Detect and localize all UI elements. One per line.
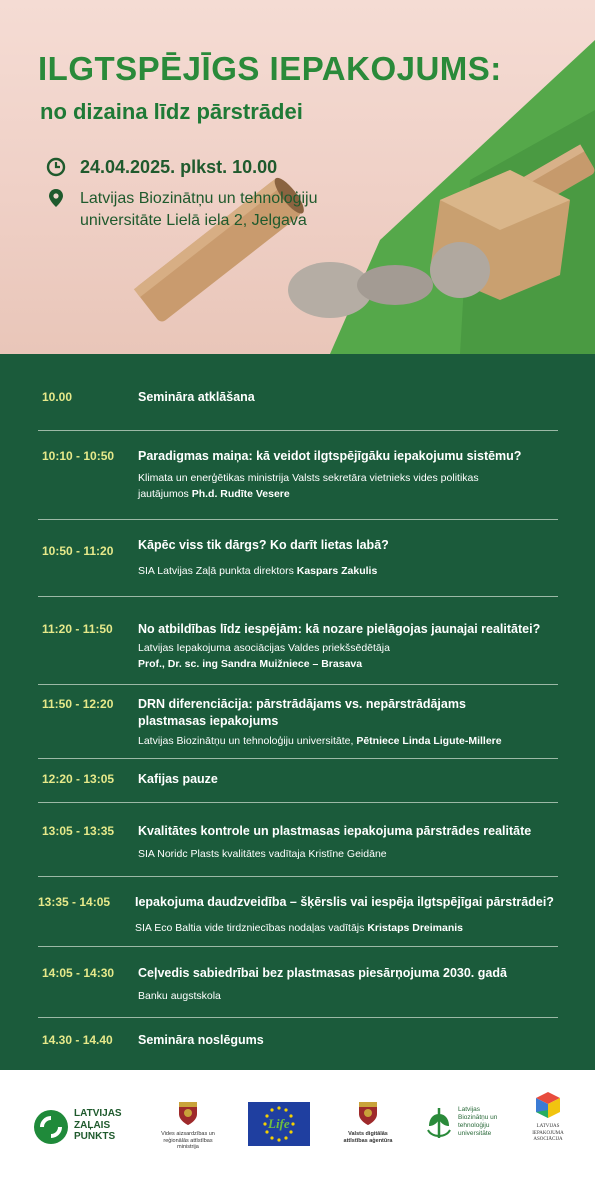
divider bbox=[38, 876, 558, 877]
lzp-text-1: LATVIJAS bbox=[74, 1108, 122, 1119]
hero-banner bbox=[0, 0, 595, 354]
ministry-logo bbox=[158, 1098, 218, 1158]
agenda-topic: Kvalitātes kontrole un plastmasas iepakojuma pārstrādes realitāte bbox=[138, 824, 532, 838]
agenda-time: 10:50 - 11:20 bbox=[42, 544, 114, 558]
divider bbox=[38, 596, 558, 597]
lia-logo bbox=[528, 1090, 568, 1154]
agenda-time: 12:20 - 13:05 bbox=[42, 772, 115, 786]
agenda-speaker: SIA Latvijas Zaļā punkta direktors Kaspars Zakulis bbox=[138, 565, 378, 577]
agenda-time: 13:35 - 14:05 bbox=[38, 895, 111, 909]
divider bbox=[38, 1017, 558, 1018]
wheat-icon bbox=[424, 1104, 454, 1140]
lzp-logo bbox=[34, 1108, 134, 1148]
location-line-1: Latvijas Biozinātņu un tehnoloģiju bbox=[80, 190, 318, 207]
agenda-speaker: jautājumos Ph.d. Rudīte Vesere bbox=[138, 488, 290, 500]
agenda-speaker: Latvijas Biozinātņu un tehnoloģiju universitāte, Pētniece Linda Ligute-Millere bbox=[138, 735, 502, 747]
event-date: 24.04.2025. plkst. 10.00 bbox=[80, 157, 278, 177]
green-dot-icon bbox=[34, 1110, 68, 1144]
coat-of-arms-icon bbox=[353, 1098, 383, 1128]
location-pin-icon bbox=[46, 188, 66, 208]
agenda-topic-line-2: plastmasas iepakojums bbox=[138, 714, 279, 728]
life-text: Life bbox=[268, 1116, 290, 1131]
page-subtitle: no dizaina līdz pārstrādei bbox=[40, 99, 303, 124]
agenda-topic: Kāpēc viss tik dārgs? Ko darīt lietas labā? bbox=[138, 538, 389, 552]
partner-logos bbox=[0, 1070, 595, 1177]
agenda-time: 11:50 - 12:20 bbox=[42, 697, 114, 711]
agenda-topic: Ceļvedis sabiedrībai bez plastmasas piesārņojuma 2030. gadā bbox=[138, 966, 507, 980]
agenda-time: 11:20 - 11:50 bbox=[42, 622, 113, 636]
divider bbox=[38, 802, 558, 803]
agency-text: Valsts digitālās attīstības aģentūra bbox=[343, 1131, 393, 1144]
agenda-time: 13:05 - 13:35 bbox=[42, 824, 115, 838]
agenda-speaker: Klimata un enerģētikas ministrija Valsts sekretāra vietnieks vides politikas bbox=[138, 472, 479, 484]
page-title: ILGTSPĒJĪGS IEPAKOJUMS: bbox=[38, 50, 502, 87]
coat-of-arms-icon bbox=[173, 1098, 203, 1128]
cube-icon bbox=[533, 1090, 563, 1120]
agenda-topic: DRN diferenciācija: pārstrādājams vs. nepārstrādājams bbox=[138, 697, 466, 711]
agenda-topic: Semināra atklāšana bbox=[138, 390, 255, 404]
agenda-topic: Kafijas pauze bbox=[138, 772, 218, 786]
agenda-speaker: Prof., Dr. sc. ing Sandra Muižniece – Brasava bbox=[138, 658, 363, 670]
agenda-speaker: SIA Eco Baltia vide tirdzniecības nodaļas vadītājs Kristaps Dreimanis bbox=[135, 922, 464, 934]
agenda-topic: No atbildības līdz iespējām: kā nozare pielāgojas jaunajai realitātei? bbox=[138, 622, 541, 636]
agency-logo bbox=[338, 1098, 398, 1158]
agenda-time: 14.30 - 14.40 bbox=[42, 1033, 113, 1047]
agenda-time: 10:10 - 10:50 bbox=[42, 449, 115, 463]
agenda-speaker: Latvijas Iepakojuma asociācijas Valdes priekšsēdētāja bbox=[138, 642, 390, 654]
location-row bbox=[46, 188, 370, 232]
location-line-2: universitāte Lielā iela 2, Jelgava bbox=[80, 212, 307, 229]
eu-life-logo bbox=[248, 1102, 310, 1146]
agenda-topic: Paradigmas maiņa: kā veidot ilgtspējīgāku iepakojumu sistēmu? bbox=[138, 449, 522, 463]
university-text: Latvijas Biozinātņu un tehnoloģiju universitāte bbox=[458, 1106, 498, 1137]
divider bbox=[38, 946, 558, 947]
lia-text: LATVIJAS IEPAKOJUMA ASOCIĀCIJA bbox=[532, 1124, 564, 1142]
agenda-topic: Iepakojuma daudzveidība – šķērslis vai iespēja ilgtspējīgai pārstrādei? bbox=[135, 895, 554, 909]
agenda-time: 14:05 - 14:30 bbox=[42, 966, 115, 980]
event-location bbox=[80, 188, 370, 232]
clock-icon bbox=[46, 157, 66, 177]
university-logo bbox=[424, 1104, 512, 1148]
lzp-text-3: PUNKTS bbox=[74, 1131, 116, 1142]
agenda-section bbox=[0, 354, 595, 1070]
agenda-speaker: Banku augstskola bbox=[138, 990, 221, 1002]
date-row bbox=[46, 157, 277, 178]
divider bbox=[38, 519, 558, 520]
ministry-text: Vides aizsardzības un reģionālās attīstības ministrija bbox=[161, 1131, 215, 1150]
divider bbox=[38, 758, 558, 759]
lzp-text-2: ZAĻAIS bbox=[74, 1119, 111, 1131]
agenda-speaker: SIA Noridc Plasts kvalitātes vadītaja Kristīne Geidāne bbox=[138, 848, 387, 860]
divider bbox=[38, 684, 558, 685]
agenda-time: 10.00 bbox=[42, 390, 73, 404]
divider bbox=[38, 430, 558, 431]
agenda-topic: Semināra noslēgums bbox=[138, 1033, 264, 1047]
